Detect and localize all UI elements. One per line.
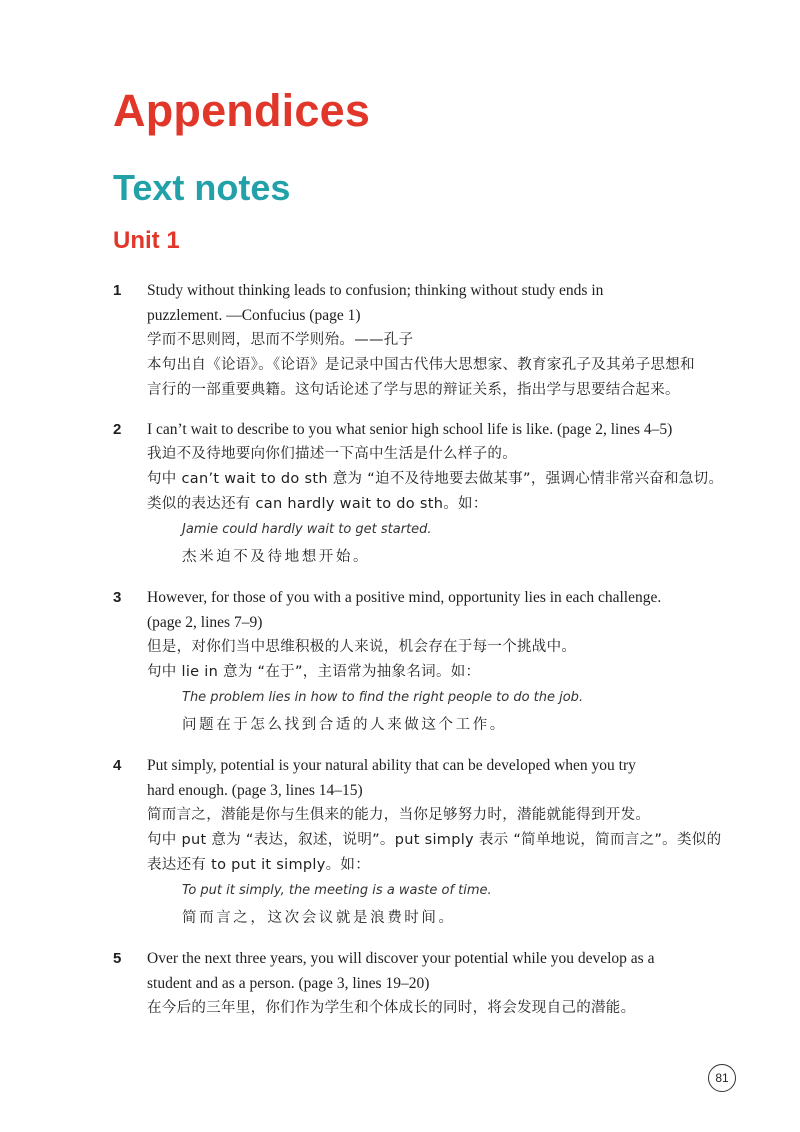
note-body	[147, 946, 687, 1021]
example-sentence-en: The problem lies in how to find the right people to do the job.	[182, 690, 584, 705]
notes-list	[0, 278, 800, 1035]
note-text-line: However, for those of you with a positive mind, opportunity lies in each challenge.	[147, 589, 662, 606]
note-text-line: hard enough. (page 3, lines 14–15)	[147, 782, 363, 799]
note-text-line: 类似的表达还有 can hardly wait to do sth。如：	[147, 496, 488, 512]
note-5	[0, 946, 800, 1021]
note-text-line: 学而不思则罔，思而不学则殆。——孔子	[147, 332, 414, 348]
note-body	[147, 753, 722, 932]
page-number: 81	[708, 1064, 736, 1092]
note-number: 5	[113, 950, 122, 967]
note-text-line: 句中 can’t wait to do sth 意为 “迫不及待地要去做某事”，强调心情非常兴奋和急切。	[147, 471, 724, 487]
example-sentence-en: To put it simply, the meeting is a waste of time.	[182, 883, 492, 898]
note-text-line: Put simply, potential is your natural ability that can be developed when you try	[147, 757, 636, 774]
note-text-line: I can’t wait to describe to you what senior high school life is like. (page 2, lines 4–5)	[147, 421, 673, 438]
example-block	[182, 878, 687, 932]
note-2	[0, 417, 800, 571]
unit-heading: Unit 1	[113, 227, 180, 254]
note-text-line: 句中 lie in 意为 “在于”，主语常为抽象名词。如：	[147, 664, 481, 680]
example-sentence-en: Jamie could hardly wait to get started.	[182, 522, 432, 537]
note-text-line: 简而言之，潜能是你与生俱来的能力，当你足够努力时，潜能就能得到开发。	[147, 807, 651, 823]
note-3	[0, 585, 800, 739]
note-body	[147, 417, 724, 571]
note-text-line: 表达还有 to put it simply。如：	[147, 857, 371, 873]
example-sentence-cn: 杰米迫不及待地想开始。	[182, 549, 371, 565]
note-number: 1	[113, 282, 122, 299]
note-text-line: Over the next three years, you will discover your potential while you develop as a	[147, 950, 655, 967]
note-text-line: 但是，对你们当中思维积极的人来说，机会存在于每一个挑战中。	[147, 639, 577, 655]
note-body	[147, 278, 695, 403]
note-number: 3	[113, 589, 122, 606]
note-text-line: (page 2, lines 7–9)	[147, 614, 263, 631]
note-text-line: 句中 put 意为 “表达，叙述，说明”。put simply 表示 “简单地说，简而言之”。类似的	[147, 832, 722, 848]
note-4	[0, 753, 800, 932]
note-body	[147, 585, 687, 739]
appendices-heading: Appendices	[113, 85, 371, 136]
note-text-line: 言行的一部重要典籍。这句话论述了学与思的辩证关系，指出学与思要结合起来。	[147, 382, 680, 398]
example-block	[182, 517, 687, 571]
note-number: 2	[113, 421, 122, 438]
note-text-line: 在今后的三年里，你们作为学生和个体成长的同时，将会发现自己的潜能。	[147, 1000, 636, 1016]
example-sentence-cn: 简而言之，这次会议就是浪费时间。	[182, 910, 456, 926]
note-text-line: Study without thinking leads to confusion; thinking without study ends in	[147, 282, 604, 299]
note-text-line: 本句出自《论语》。《论语》是记录中国古代伟大思想家、教育家孔子及其弟子思想和	[147, 357, 695, 373]
text-notes-heading: Text notes	[113, 167, 291, 208]
note-text-line: student and as a person. (page 3, lines 19–20)	[147, 975, 430, 992]
note-number: 4	[113, 757, 122, 774]
example-sentence-cn: 问题在于怎么找到合适的人来做这个工作。	[182, 717, 507, 733]
note-1	[0, 278, 800, 403]
note-text-line: 我迫不及待地要向你们描述一下高中生活是什么样子的。	[147, 446, 517, 462]
note-text-line: puzzlement. —Confucius (page 1)	[147, 307, 361, 324]
example-block	[182, 685, 687, 739]
